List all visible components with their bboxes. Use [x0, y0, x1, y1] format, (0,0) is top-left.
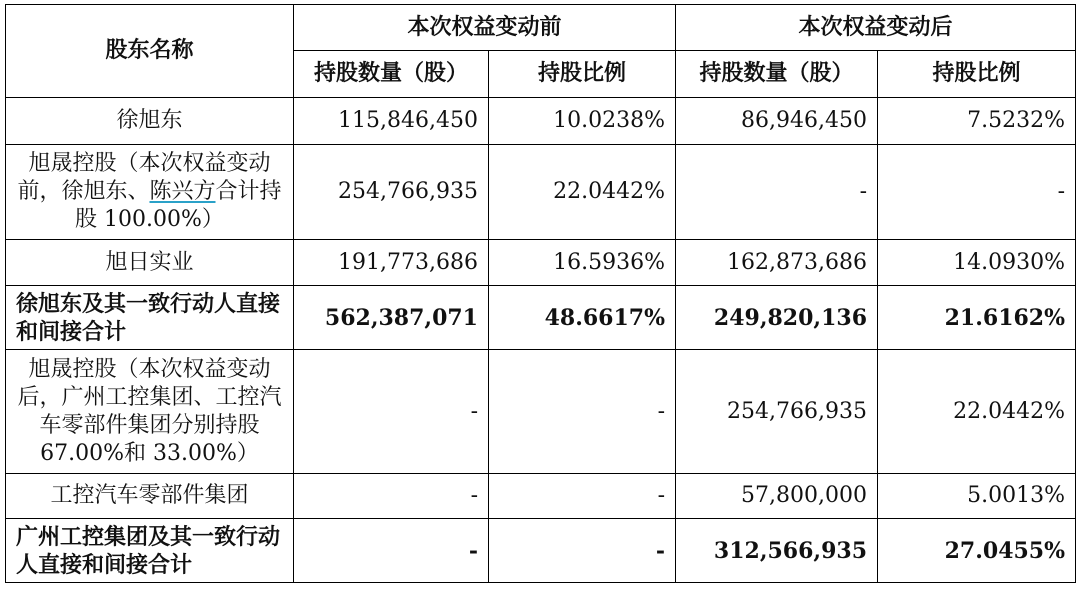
after-shares: 162,873,686: [676, 240, 878, 286]
header-before-change: 本次权益变动前: [294, 5, 676, 51]
after-ratio: 7.5232%: [878, 98, 1076, 145]
header-after-change: 本次权益变动后: [676, 5, 1076, 51]
header-after-shares: 持股数量（股）: [676, 51, 878, 98]
table-row: [6, 519, 1076, 583]
after-shares: 57,800,000: [676, 474, 878, 519]
header-before-ratio: 持股比例: [489, 51, 676, 98]
before-ratio: -: [489, 519, 676, 583]
after-shares: 312,566,935: [676, 519, 878, 583]
table-row: [6, 350, 1076, 474]
header-before-shares: 持股数量（股）: [294, 51, 489, 98]
before-ratio: 48.6617%: [489, 286, 676, 350]
before-ratio: -: [489, 474, 676, 519]
holder-name: 旭日实业: [6, 240, 294, 286]
after-shares: 86,946,450: [676, 98, 878, 145]
before-ratio: 16.5936%: [489, 240, 676, 286]
before-shares: 562,387,071: [294, 286, 489, 350]
before-shares: -: [294, 350, 489, 474]
holder-name-underlined: 陈兴方: [149, 179, 216, 204]
after-ratio: 22.0442%: [878, 350, 1076, 474]
after-ratio: -: [878, 145, 1076, 240]
after-ratio: 21.6162%: [878, 286, 1076, 350]
holder-name: 广州工控集团及其一致行动人直接和间接合计: [6, 519, 294, 583]
header-after-ratio: 持股比例: [878, 51, 1076, 98]
after-ratio: 27.0455%: [878, 519, 1076, 583]
header-holder-name: 股东名称: [6, 5, 294, 98]
holder-name: 工控汽车零部件集团: [6, 474, 294, 519]
before-shares: 115,846,450: [294, 98, 489, 145]
before-shares: 254,766,935: [294, 145, 489, 240]
after-shares: 254,766,935: [676, 350, 878, 474]
after-shares: -: [676, 145, 878, 240]
before-shares: -: [294, 519, 489, 583]
after-ratio: 14.0930%: [878, 240, 1076, 286]
holder-name-part: 合计持股 100.00%）: [75, 179, 282, 232]
holder-name: [6, 145, 294, 240]
table-row: [6, 240, 1076, 286]
shareholding-change-table: [5, 4, 1076, 583]
before-ratio: 10.0238%: [489, 98, 676, 145]
before-ratio: 22.0442%: [489, 145, 676, 240]
holder-name: 徐旭东: [6, 98, 294, 145]
holder-name: 旭晟控股（本次权益变动后，广州工控集团、工控汽车零部件集团分别持股67.00%和 33.00%）: [6, 350, 294, 474]
before-shares: 191,773,686: [294, 240, 489, 286]
table-row: [6, 98, 1076, 145]
table-row: [6, 286, 1076, 350]
before-ratio: -: [489, 350, 676, 474]
table-row: [6, 474, 1076, 519]
after-shares: 249,820,136: [676, 286, 878, 350]
holder-name: 徐旭东及其一致行动人直接和间接合计: [6, 286, 294, 350]
before-shares: -: [294, 474, 489, 519]
holder-name-part: 旭晟控股（本次权益变动前，徐旭东、: [17, 151, 271, 204]
after-ratio: 5.0013%: [878, 474, 1076, 519]
table-row: [6, 145, 1076, 240]
